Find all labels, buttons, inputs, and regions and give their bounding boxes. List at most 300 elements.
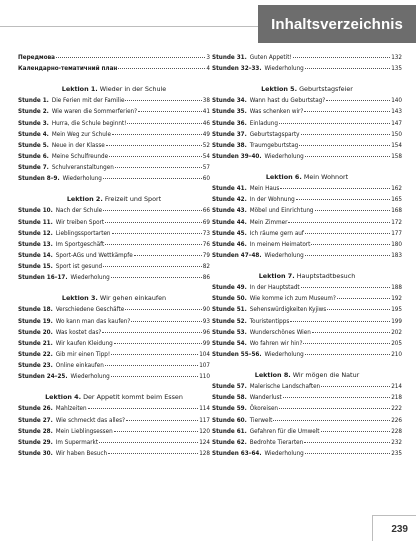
lesson-heading [18, 291, 210, 304]
entry-title: Touristentipps [249, 317, 290, 325]
entry-page: 228 [391, 427, 402, 435]
entry-title: Ökoreisen [249, 405, 279, 413]
entry-title: Mahlzeiten [55, 405, 87, 413]
dot-leader [105, 239, 202, 245]
entry-stunde: Stunde 6. [18, 152, 49, 160]
left-column [18, 52, 210, 459]
entry-title: Wunderschönes Wien [249, 328, 311, 336]
entry-title: Wiederholung [70, 274, 110, 282]
entry-stunde: Stunde 19. [18, 317, 53, 325]
dot-leader [134, 250, 202, 256]
spacer [18, 184, 210, 192]
lesson-heading [212, 82, 402, 95]
lesson-label: Lektion 3. [61, 294, 98, 303]
entry-title: Wir treiben Sport [55, 218, 105, 226]
entry-stunde: Stunde 61. [212, 427, 247, 435]
dot-leader [305, 63, 390, 69]
entry-title: Wie schmeckt das alles? [55, 416, 126, 424]
dot-leader [273, 415, 390, 421]
entry-title: Malerische Landschaften [249, 383, 321, 391]
spacer [212, 261, 402, 269]
entry-stunde: Stunde 46. [212, 240, 247, 248]
dot-leader [108, 448, 198, 454]
entry-title: Guten Appetit! [249, 54, 292, 61]
entry-title: Gefahren für die Umwelt [249, 427, 320, 435]
entry-stunde: Stunden 39–40. [212, 152, 262, 160]
toc-entry[interactable] [212, 381, 402, 392]
dot-leader [111, 371, 198, 377]
entry-page: 86 [202, 274, 210, 282]
entry-page: 93 [202, 317, 210, 325]
dot-leader [279, 403, 390, 409]
toc-entry[interactable] [212, 239, 402, 250]
dot-leader [301, 129, 391, 135]
entry-title: Wiederholung [264, 251, 304, 259]
entry-page: 69 [202, 218, 210, 226]
entry-stunde: Stunde 42. [212, 196, 247, 204]
toc-entry[interactable] [212, 205, 402, 216]
entry-title: Wiederholung [264, 65, 304, 73]
toc-entry[interactable] [18, 52, 210, 63]
dot-leader [296, 194, 390, 200]
entry-page: 162 [391, 185, 402, 193]
dot-leader [280, 183, 390, 189]
dot-leader [305, 448, 390, 454]
entry-page: 46 [202, 119, 210, 127]
toc-entry[interactable] [18, 95, 210, 106]
entry-stunde: Stunde 31. [212, 54, 247, 61]
dot-leader [321, 381, 390, 387]
dot-leader [112, 228, 202, 234]
entry-page: 73 [202, 229, 210, 237]
lesson-title: Der Appetit kommt beim Essen [83, 393, 183, 402]
entry-page: 202 [391, 328, 402, 336]
entry-title: Hurra, die Schule beginnt! [51, 119, 127, 127]
lesson-label: Lektion 2. [66, 195, 103, 204]
entry-stunde: Stunde 28. [18, 427, 53, 435]
lesson-heading [212, 170, 402, 183]
entry-title: Bedrohte Tierarten [249, 438, 304, 446]
entry-page: 3 [206, 54, 210, 61]
dot-leader [305, 349, 390, 355]
entry-stunde: Stunde 20. [18, 328, 53, 336]
entry-page: 135 [391, 65, 402, 73]
dot-leader [337, 293, 390, 299]
dot-leader [326, 95, 390, 101]
entry-page: 150 [391, 130, 402, 138]
toc-entry[interactable] [212, 437, 402, 448]
dot-leader [299, 140, 390, 146]
entry-stunde: Stunde 13. [18, 240, 53, 248]
entry-title: Wir haben Besuch [55, 449, 108, 457]
entry-title: Schulveranstaltungen [51, 164, 114, 172]
lesson-label: Lektion 8. [254, 371, 291, 380]
toc-entry[interactable] [18, 63, 210, 74]
lesson-title: Wir mögen die Natur [292, 371, 360, 380]
entry-page: 54 [202, 152, 210, 160]
entry-stunde: Stunde 58. [212, 394, 247, 402]
entry-page: 76 [202, 240, 210, 248]
dot-leader [315, 205, 391, 211]
entry-title: Wir kaufen Kleidung [55, 339, 113, 347]
entry-title: Sehenswürdigkeiten Kyjiws [249, 306, 327, 314]
toc-entry[interactable] [212, 304, 402, 315]
dot-leader [327, 304, 390, 310]
entry-page: 218 [391, 394, 402, 402]
entry-stunde: Stunde 35. [212, 108, 247, 116]
page-title: Inhaltsverzeichnis [271, 15, 403, 33]
entry-stunde: Stunde 62. [212, 438, 247, 446]
lesson-heading [18, 192, 210, 205]
toc-entry[interactable] [18, 426, 210, 437]
toc-entry[interactable] [18, 173, 210, 184]
dot-leader [131, 316, 201, 322]
toc-entry[interactable] [18, 162, 210, 173]
entry-page: 177 [391, 229, 402, 237]
dot-leader [293, 52, 391, 58]
entry-page: 232 [391, 438, 402, 446]
toc-entry[interactable] [18, 129, 210, 140]
dot-leader [138, 106, 202, 112]
spacer [18, 74, 210, 82]
dot-leader [290, 316, 390, 322]
entry-stunde: Stunde 2. [18, 108, 49, 116]
entry-title: Was schenken wir? [249, 108, 304, 116]
entry-stunde: Stunden 63–64. [212, 449, 262, 457]
entry-page: 199 [391, 317, 402, 325]
entry-page: 222 [391, 405, 402, 413]
entry-title: Mein Weg zur Schule [51, 130, 111, 138]
entry-page: 117 [199, 416, 210, 424]
entry-page: 104 [199, 350, 210, 358]
entry-title: Online einkaufen [55, 362, 104, 370]
spacer [18, 283, 210, 291]
toc-entry[interactable] [212, 129, 402, 140]
entry-page: 66 [202, 207, 210, 215]
entry-title: Wie waren die Sommerferien? [51, 108, 138, 116]
dot-leader [304, 437, 390, 443]
dot-leader [279, 118, 390, 124]
entry-stunde: Stunde 22. [18, 350, 53, 358]
entry-page: 132 [391, 54, 402, 61]
entry-stunde: Stunde 50. [212, 295, 247, 303]
entry-title: Nach der Schule [55, 207, 103, 215]
entry-page: 49 [202, 130, 210, 138]
entry-stunde: Stunde 21. [18, 339, 53, 347]
toc-entry[interactable] [18, 327, 210, 338]
entry-page: 124 [199, 438, 210, 446]
lesson-title: Wir gehen einkaufen [99, 294, 167, 303]
entry-title: Wiederholung [264, 350, 304, 358]
spacer [18, 382, 210, 390]
lesson-heading [18, 390, 210, 403]
entry-stunde: Stunde 38. [212, 141, 247, 149]
toc-entry[interactable] [212, 52, 402, 63]
page-number: 239 [391, 524, 408, 535]
entry-stunde: Stunde 14. [18, 251, 53, 259]
toc-entry[interactable] [18, 403, 210, 414]
entry-stunde: Stunde 29. [18, 438, 53, 446]
toc-entry[interactable] [212, 338, 402, 349]
entry-page: 210 [391, 350, 402, 358]
entry-stunde: Stunden 55–56. [212, 350, 262, 358]
entry-stunde: Stunde 60. [212, 416, 247, 424]
entry-stunde: Stunde 53. [212, 328, 247, 336]
dot-leader [109, 151, 202, 157]
lesson-heading [212, 269, 402, 282]
toc-entry[interactable] [18, 316, 210, 327]
toc-entry[interactable] [212, 349, 402, 360]
entry-page: 180 [391, 240, 402, 248]
entry-stunde: Stunde 5. [18, 141, 49, 149]
entry-stunde: Stunde 1. [18, 97, 49, 105]
dot-leader [111, 349, 198, 355]
entry-stunde: Stunde 10. [18, 207, 53, 215]
toc-entry[interactable] [212, 250, 402, 261]
entry-stunde: Stunde 41. [212, 185, 247, 193]
entry-stunde: Stunden 8–9. [18, 175, 60, 183]
entry-page: 82 [202, 263, 210, 271]
entry-stunde: Stunde 34. [212, 97, 247, 105]
dot-leader [88, 403, 199, 409]
entry-title: Ich räume gern auf [249, 229, 304, 237]
entry-page: 235 [391, 449, 402, 457]
entry-page: 52 [202, 141, 210, 149]
dot-leader [112, 129, 202, 135]
entry-page: 99 [202, 339, 210, 347]
entry-page: 168 [391, 207, 402, 215]
entry-stunde: Stunde 45. [212, 229, 247, 237]
entry-title: Gib mir einen Tipp! [55, 350, 111, 358]
entry-page: 143 [391, 108, 402, 116]
entry-title: Tierwelt [249, 416, 273, 424]
entry-title: Wo kann man das kaufen? [55, 317, 131, 325]
lesson-label: Lektion 6. [265, 173, 302, 182]
entry-title: Sport-AGs und Wettkämpfe [55, 251, 133, 259]
lesson-title: Wieder in der Schule [99, 85, 167, 94]
entry-stunde: Stunde 7. [18, 164, 49, 172]
entry-title: Wiederholung [62, 175, 102, 183]
entry-title: In meinem Heimatort [249, 240, 311, 248]
toc-entry[interactable] [212, 63, 402, 74]
toc-entry[interactable] [212, 95, 402, 106]
entry-page: 114 [199, 405, 210, 413]
toc-entry[interactable] [212, 327, 402, 338]
dot-leader [103, 173, 202, 179]
toc-entry[interactable] [18, 140, 210, 151]
toc-entry[interactable] [18, 217, 210, 228]
entry-title: Im Sportgeschäft [55, 240, 105, 248]
toc-entry[interactable] [212, 316, 402, 327]
spacer [212, 162, 402, 170]
dot-leader [115, 162, 202, 168]
toc-entry[interactable] [212, 392, 402, 403]
dot-leader [304, 106, 390, 112]
entry-title: Einladung [249, 119, 278, 127]
entry-stunde: Stunde 11. [18, 218, 53, 226]
entry-title: Wie komme ich zum Museum? [249, 295, 336, 303]
entry-page: 107 [199, 362, 210, 370]
entry-title: Wiederholung [264, 152, 304, 160]
entry-page: 158 [391, 152, 402, 160]
dot-leader [312, 327, 390, 333]
spacer [212, 74, 402, 82]
dot-leader [305, 228, 390, 234]
dot-leader [125, 304, 202, 310]
entry-page: 192 [391, 295, 402, 303]
toc-entry[interactable] [212, 106, 402, 117]
lesson-title: Freizeit und Sport [104, 195, 162, 204]
toc-entry[interactable] [18, 228, 210, 239]
toc-entry[interactable] [212, 403, 402, 414]
entry-title: Mein Zimmer [249, 218, 288, 226]
entry-title: Neue in der Klasse [51, 141, 105, 149]
dot-leader [106, 140, 202, 146]
spacer [212, 360, 402, 368]
dot-leader [111, 272, 202, 278]
entry-page: 120 [199, 427, 210, 435]
entry-title: Die Ferien mit der Familie [51, 97, 125, 105]
entry-stunde: Stunde 44. [212, 218, 247, 226]
entry-stunde: Stunde 27. [18, 416, 53, 424]
toc-entry[interactable] [212, 118, 402, 129]
toc-entry[interactable] [18, 151, 210, 162]
entry-page: 110 [199, 373, 210, 381]
entry-stunde: Stunden 32–33. [212, 65, 262, 73]
toc-entry[interactable] [18, 448, 210, 459]
entry-title: Передмова [18, 54, 55, 61]
entry-stunde: Stunden 47–48. [212, 251, 262, 259]
entry-page: 90 [202, 306, 210, 314]
lesson-heading [18, 82, 210, 95]
dot-leader [283, 392, 390, 398]
entry-title: Verschiedene Geschäfte [55, 306, 125, 314]
toc-entry[interactable] [18, 349, 210, 360]
entry-page: 205 [391, 339, 402, 347]
title-box [258, 5, 416, 43]
entry-title: Wiederholung [264, 449, 304, 457]
entry-title: Möbel und Einrichtung [249, 207, 314, 215]
toc-entry[interactable] [212, 194, 402, 205]
entry-stunde: Stunde 18. [18, 306, 53, 314]
toc-entry[interactable] [18, 239, 210, 250]
entry-title: Wiederholung [70, 373, 110, 381]
toc-entry[interactable] [18, 106, 210, 117]
entry-page: 140 [391, 97, 402, 105]
entry-page: 79 [202, 251, 210, 259]
lesson-title: Geburtstagsfeier [299, 85, 353, 94]
entry-title: Календарно-тематичний план [18, 65, 118, 73]
entry-title: Wo fahren wir hin? [249, 339, 303, 347]
toc-entry[interactable] [18, 415, 210, 426]
toc-entry[interactable] [212, 293, 402, 304]
entry-stunde: Stunde 52. [212, 317, 247, 325]
lesson-heading [212, 368, 402, 381]
entry-title: Wanderlust [249, 394, 282, 402]
entry-stunde: Stunde 23. [18, 362, 53, 370]
entry-title: Wann hast du Geburtstag? [249, 97, 326, 105]
entry-stunde: Stunde 15. [18, 263, 53, 271]
entry-title: Geburtstagsparty [249, 130, 300, 138]
entry-stunde: Stunde 49. [212, 284, 247, 292]
dot-leader [311, 239, 390, 245]
dot-leader [118, 63, 205, 69]
entry-stunde: Stunde 54. [212, 339, 247, 347]
entry-stunde: Stunde 36. [212, 119, 247, 127]
entry-page: 195 [391, 306, 402, 314]
entry-stunde: Stunde 3. [18, 119, 49, 127]
lesson-title: Hauptstadtbesuch [296, 272, 356, 281]
toc-entry[interactable] [18, 261, 210, 272]
dot-leader [114, 338, 202, 344]
dot-leader [321, 426, 391, 432]
entry-stunde: Stunde 12. [18, 229, 53, 237]
toc-entry[interactable] [18, 304, 210, 315]
dot-leader [103, 205, 202, 211]
entry-stunde: Stunde 30. [18, 449, 53, 457]
entry-stunde: Stunde 4. [18, 130, 49, 138]
dot-leader [305, 250, 390, 256]
lesson-label: Lektion 5. [261, 85, 298, 94]
entry-title: Im Supermarkt [55, 438, 99, 446]
entry-title: Was kostet das? [55, 328, 102, 336]
entry-title: Traumgeburtstag [249, 141, 299, 149]
dot-leader [125, 95, 201, 101]
dot-leader [102, 327, 201, 333]
toc-entry[interactable] [212, 183, 402, 194]
entry-page: 214 [391, 383, 402, 391]
toc-entry[interactable] [18, 371, 210, 382]
toc-entry[interactable] [18, 118, 210, 129]
toc-entry[interactable] [212, 282, 402, 293]
toc-entry[interactable] [18, 437, 210, 448]
lesson-title: Mein Wohnort [303, 173, 349, 182]
toc-entry[interactable] [212, 151, 402, 162]
entry-title: Sport ist gesund [55, 263, 103, 271]
toc-entry[interactable] [18, 360, 210, 371]
entry-page: 128 [199, 449, 210, 457]
toc-entry[interactable] [212, 448, 402, 459]
entry-page: 226 [391, 416, 402, 424]
dot-leader [105, 217, 202, 223]
entry-title: Meine Schulfreunde [51, 152, 109, 160]
toc-entry[interactable] [212, 415, 402, 426]
entry-title: Mein Lieblingsessen [55, 427, 113, 435]
lesson-label: Lektion 4. [45, 393, 82, 402]
entry-title: Mein Haus [249, 185, 280, 193]
toc-entry[interactable] [18, 250, 210, 261]
dot-leader [303, 338, 390, 344]
toc-entry[interactable] [18, 205, 210, 216]
entry-page: 147 [391, 119, 402, 127]
toc-entry[interactable] [212, 426, 402, 437]
toc-entry[interactable] [212, 217, 402, 228]
entry-page: 188 [391, 284, 402, 292]
entry-page: 38 [202, 97, 210, 105]
entry-page: 60 [202, 175, 210, 183]
entry-title: In der Hauptstadt [249, 284, 300, 292]
lesson-label: Lektion 7. [258, 272, 295, 281]
toc-entry[interactable] [18, 338, 210, 349]
toc-entry[interactable] [18, 272, 210, 283]
entry-stunde: Stunden 24–25. [18, 373, 68, 381]
toc-entry[interactable] [212, 140, 402, 151]
entry-stunde: Stunde 37. [212, 130, 247, 138]
toc-entry[interactable] [212, 228, 402, 239]
dot-leader [305, 151, 390, 157]
dot-leader [126, 415, 198, 421]
lesson-label: Lektion 1. [61, 85, 98, 94]
